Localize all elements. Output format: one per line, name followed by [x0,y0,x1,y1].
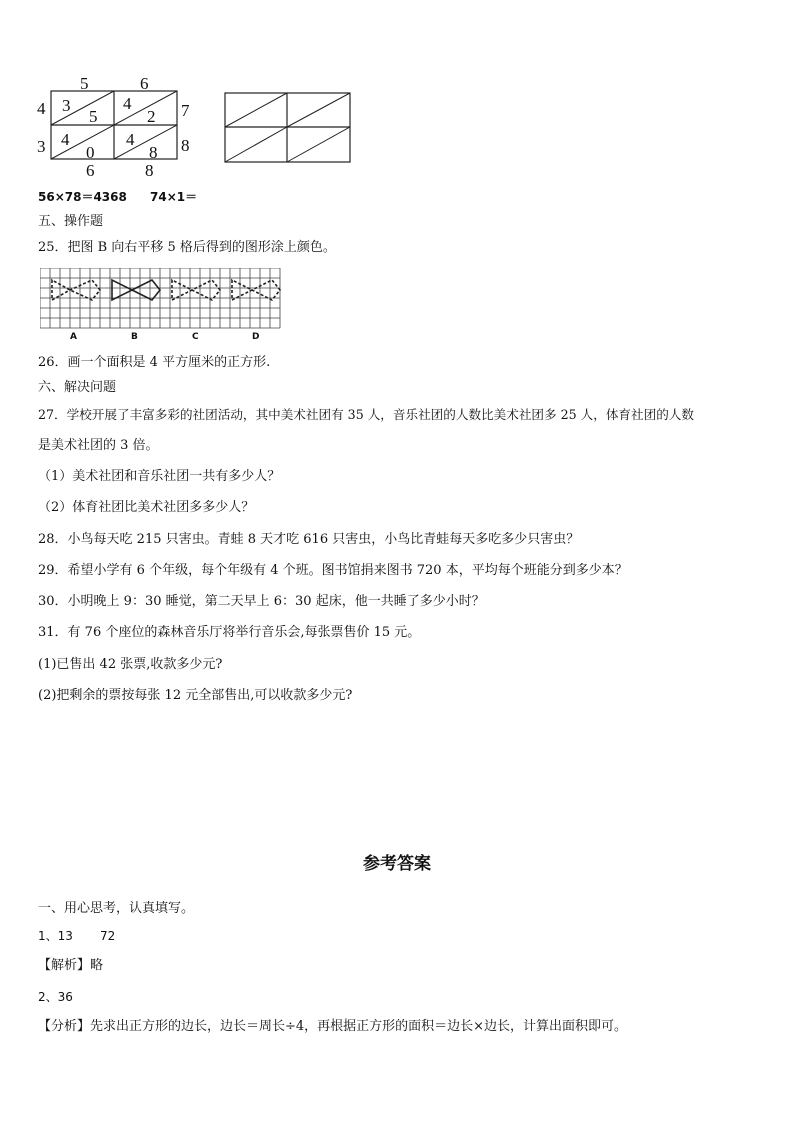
cell-4-upper: 4 [126,130,135,149]
answer-1-value: 72 [100,929,116,943]
bottom-digit-2: 8 [145,161,154,180]
left-digit-1: 4 [37,99,46,118]
translation-grid [40,268,282,330]
question-29: 29．希望小学有 6 个年级，每个年级有 4 个班。图书馆捐来图书 720 本，平均每个班能分到多少本？ [38,563,628,578]
equation-2: 74×1＝ [150,190,198,204]
cell-1-upper: 3 [62,96,71,115]
shape-d [232,280,280,300]
top-digit-2: 6 [140,74,149,93]
question-27-sub-1: （1）美术社团和音乐社团一共有多少人？ [38,469,281,484]
cell-2-upper: 4 [123,94,132,113]
question-25: 25．把图 B 向右平移 5 格后得到的图形涂上颜色。 [38,240,336,255]
shape-c [172,280,220,300]
cell-1-lower: 5 [89,107,98,126]
left-digit-2: 3 [37,137,46,156]
lattice-grid-empty [224,92,352,164]
bottom-digit-1: 6 [86,161,95,180]
grid-label-b: B [131,332,138,342]
equation-1: 56×78＝4368 [38,190,127,204]
answer-key-title: 参考答案 [363,854,431,874]
question-26: 26．画一个面积是 4 平方厘米的正方形. [38,355,271,370]
question-31-sub-2: (2)把剩余的票按每张 12 元全部售出,可以收款多少元? [38,688,353,703]
shape-b [112,280,160,300]
cell-3-lower: 0 [86,143,95,162]
answer-1-note: 【解析】略 [38,958,104,973]
question-31-sub-1: (1)已售出 42 张票,收款多少元? [38,657,223,672]
cell-2-lower: 2 [147,107,156,126]
cell-3-upper: 4 [61,130,70,149]
section-5-heading: 五、操作题 [38,214,104,229]
section-6-heading: 六、解决问题 [38,380,117,395]
answer-1: 1、13 [38,929,73,943]
question-27-line-2: 是美术社团的 3 倍。 [38,438,159,453]
grid-label-d: D [252,332,260,342]
question-30: 30．小明晚上 9：30 睡觉，第二天早上 6：30 起床，他一共睡了多少小时？ [38,594,485,609]
question-27-sub-2: （2）体育社团比美术社团多多少人？ [38,500,255,515]
answers-section-1-heading: 一、用心思考，认真填写。 [38,901,195,916]
cell-4-lower: 8 [149,143,158,162]
question-27-line-1: 27．学校开展了丰富多彩的社团活动，其中美术社团有 35 人，音乐社团的人数比美术社团多 25 人，体育社团的人数 [38,407,694,422]
answer-2: 2、36 [38,990,73,1004]
question-28: 28．小鸟每天吃 215 只害虫。青蛙 8 天才吃 616 只害虫，小鸟比青蛙每天多吃多少只害虫？ [38,532,580,547]
answer-2-note: 【分析】先求出正方形的边长，边长＝周长÷4，再根据正方形的面积＝边长×边长，计算出面积即可。 [38,1019,628,1034]
grid-label-a: A [70,332,77,342]
right-digit-2: 8 [181,136,190,155]
question-31: 31．有 76 个座位的森林音乐厅将举行音乐会,每张票售价 15 元。 [38,625,421,640]
top-digit-1: 5 [80,74,89,93]
shape-a [52,280,100,300]
right-digit-1: 7 [181,101,190,120]
grid-label-c: C [192,332,199,342]
